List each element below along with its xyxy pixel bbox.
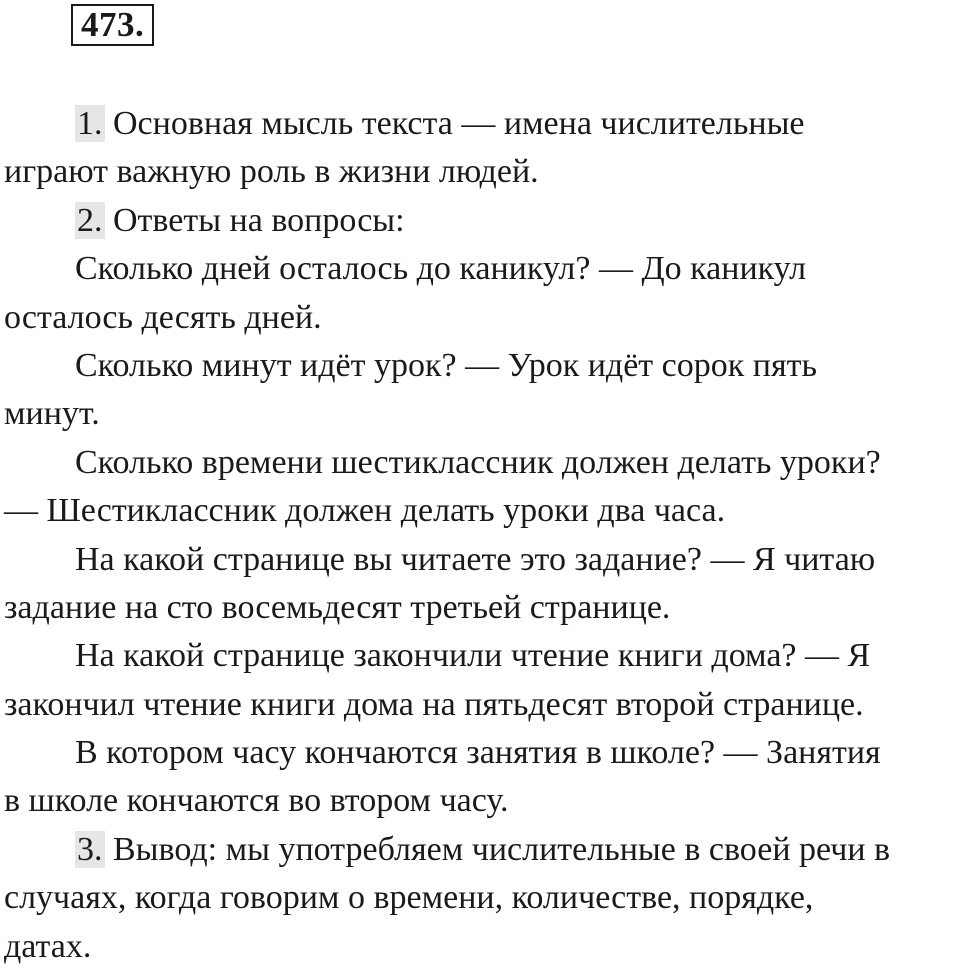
line-text: Сколько времени шестиклассник должен делать уроки? [75,443,881,481]
point-marker: 3. [77,830,103,868]
text-line [4,777,960,825]
text-line [4,729,960,777]
text-line [4,874,960,922]
text-line [4,826,960,874]
line-text: Ответы на вопросы: [104,201,405,239]
line-text: в школе кончаются во втором часу. [4,782,509,820]
answer-text [4,100,960,971]
text-line [4,923,960,971]
line-text: осталось десять дней. [4,298,322,336]
text-line [4,439,960,487]
line-text: — Шестиклассник должен делать уроки два часа. [4,492,726,530]
text-line [4,632,960,680]
text-line [4,390,960,438]
line-text: задание на сто восемьдесят третьей странице. [4,588,671,626]
text-line [4,584,960,632]
text-line [4,536,960,584]
line-text: закончил чтение книги дома на пятьдесят второй странице. [4,685,864,723]
point-marker: 1. [77,105,103,142]
line-text: На какой странице вы читаете это задание? — Я читаю [75,540,876,578]
line-text: На какой странице закончили чтение книги дома? — Я [75,637,871,675]
line-text: Сколько дней осталось до каникул? — До каникул [75,250,807,288]
text-line [4,197,960,245]
line-text: В котором часу кончаются занятия в школе? — Занятия [75,734,881,772]
text-line [4,148,960,196]
task-number-box: 473. [71,4,154,46]
line-text: Сколько минут идёт урок? — Урок идёт сорок пять [75,346,817,384]
text-line [4,294,960,342]
text-line [4,245,960,293]
text-line [4,681,960,729]
text-line [4,487,960,535]
line-text: случаях, когда говорим о времени, количестве, порядке, [4,879,814,917]
point-marker: 2. [77,201,103,239]
text-line [4,100,960,148]
text-line [4,342,960,390]
line-text: Основная мысль текста — имена числительные [104,105,805,142]
line-text: датах. [4,927,92,965]
line-text: минут. [4,395,100,433]
line-text: играют важную роль в жизни людей. [4,153,539,191]
line-text: Вывод: мы употребляем числительные в своей речи в [104,830,891,868]
